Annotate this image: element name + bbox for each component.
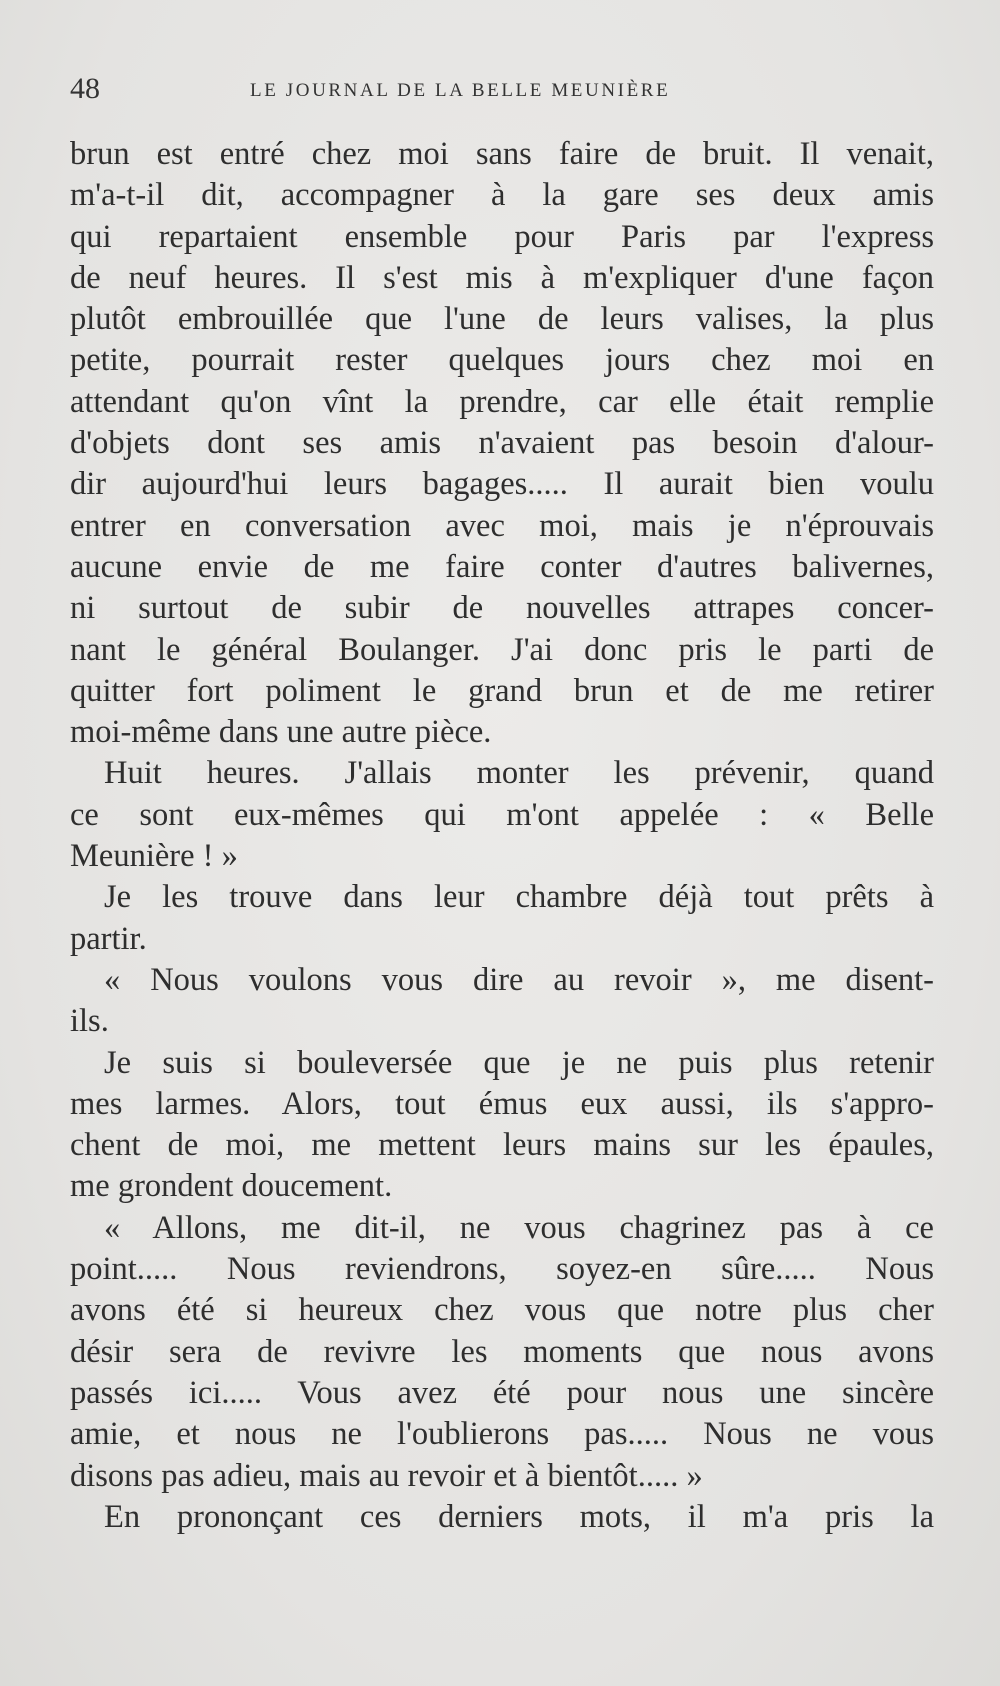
text-line: attendant qu'on vînt la prendre, car elle était remplie [70, 383, 934, 420]
text-line: ils. [70, 1003, 109, 1040]
text-line: Meunière ! » [70, 838, 238, 875]
text-line: Je suis si bouleversée que je ne puis plus retenir [104, 1044, 934, 1081]
text-line: moi-même dans une autre pièce. [70, 714, 492, 751]
text-line: « Nous voulons vous dire au revoir », me disent- [104, 961, 934, 998]
text-line: point..... Nous reviendrons, soyez-en sûre..... Nous [70, 1251, 934, 1288]
text-line: amie, et nous ne l'oublierons pas..... Nous ne vous [70, 1416, 934, 1453]
text-line: Huit heures. J'allais monter les prévenir, quand [104, 755, 934, 792]
text-line: mes larmes. Alors, tout émus eux aussi, ils s'appro- [70, 1085, 934, 1122]
running-title: LE JOURNAL DE LA BELLE MEUNIÈRE [250, 80, 671, 101]
text-line: ce sont eux-mêmes qui m'ont appelée : « Belle [70, 796, 934, 833]
body-text [70, 134, 934, 1538]
text-line: entrer en conversation avec moi, mais je n'éprouvais [70, 507, 934, 544]
text-line: petite, pourrait rester quelques jours chez moi en [70, 342, 934, 379]
text-line: chent de moi, me mettent leurs mains sur les épaules, [70, 1127, 934, 1164]
text-line: disons pas adieu, mais au revoir et à bientôt..... » [70, 1457, 703, 1494]
text-line: désir sera de revivre les moments que nous avons [70, 1333, 934, 1370]
text-line: brun est entré chez moi sans faire de bruit. Il venait, [70, 136, 934, 172]
text-line: avons été si heureux chez vous que notre plus cher [70, 1292, 934, 1329]
text-line: passés ici..... Vous avez été pour nous une sincère [70, 1374, 934, 1411]
text-line: d'objets dont ses amis n'avaient pas besoin d'alour- [70, 425, 934, 462]
text-line: m'a-t-il dit, accompagner à la gare ses deux amis [70, 177, 934, 214]
text-line: plutôt embrouillée que l'une de leurs valises, la plus [70, 301, 934, 338]
text-line: qui repartaient ensemble pour Paris par l'express [70, 218, 934, 255]
page-header [70, 72, 934, 112]
text-line: « Allons, me dit-il, ne vous chagrinez pas à ce [104, 1209, 934, 1246]
page-number: 48 [70, 72, 100, 105]
text-line: aucune envie de me faire conter d'autres balivernes, [70, 548, 934, 585]
text-line: partir. [70, 920, 147, 957]
text-line: quitter fort poliment le grand brun et de me retirer [70, 672, 934, 709]
text-line: ni surtout de subir de nouvelles attrapes concer- [70, 590, 934, 627]
text-line: de neuf heures. Il s'est mis à m'expliquer d'une façon [70, 259, 934, 296]
text-line: Je les trouve dans leur chambre déjà tout prêts à [104, 879, 934, 916]
text-line: me grondent doucement. [70, 1168, 393, 1205]
text-line: En prononçant ces derniers mots, il m'a pris la [104, 1498, 934, 1535]
text-line: dir aujourd'hui leurs bagages..... Il aurait bien voulu [70, 466, 934, 503]
text-line: nant le général Boulanger. J'ai donc pris le parti de [70, 631, 934, 668]
